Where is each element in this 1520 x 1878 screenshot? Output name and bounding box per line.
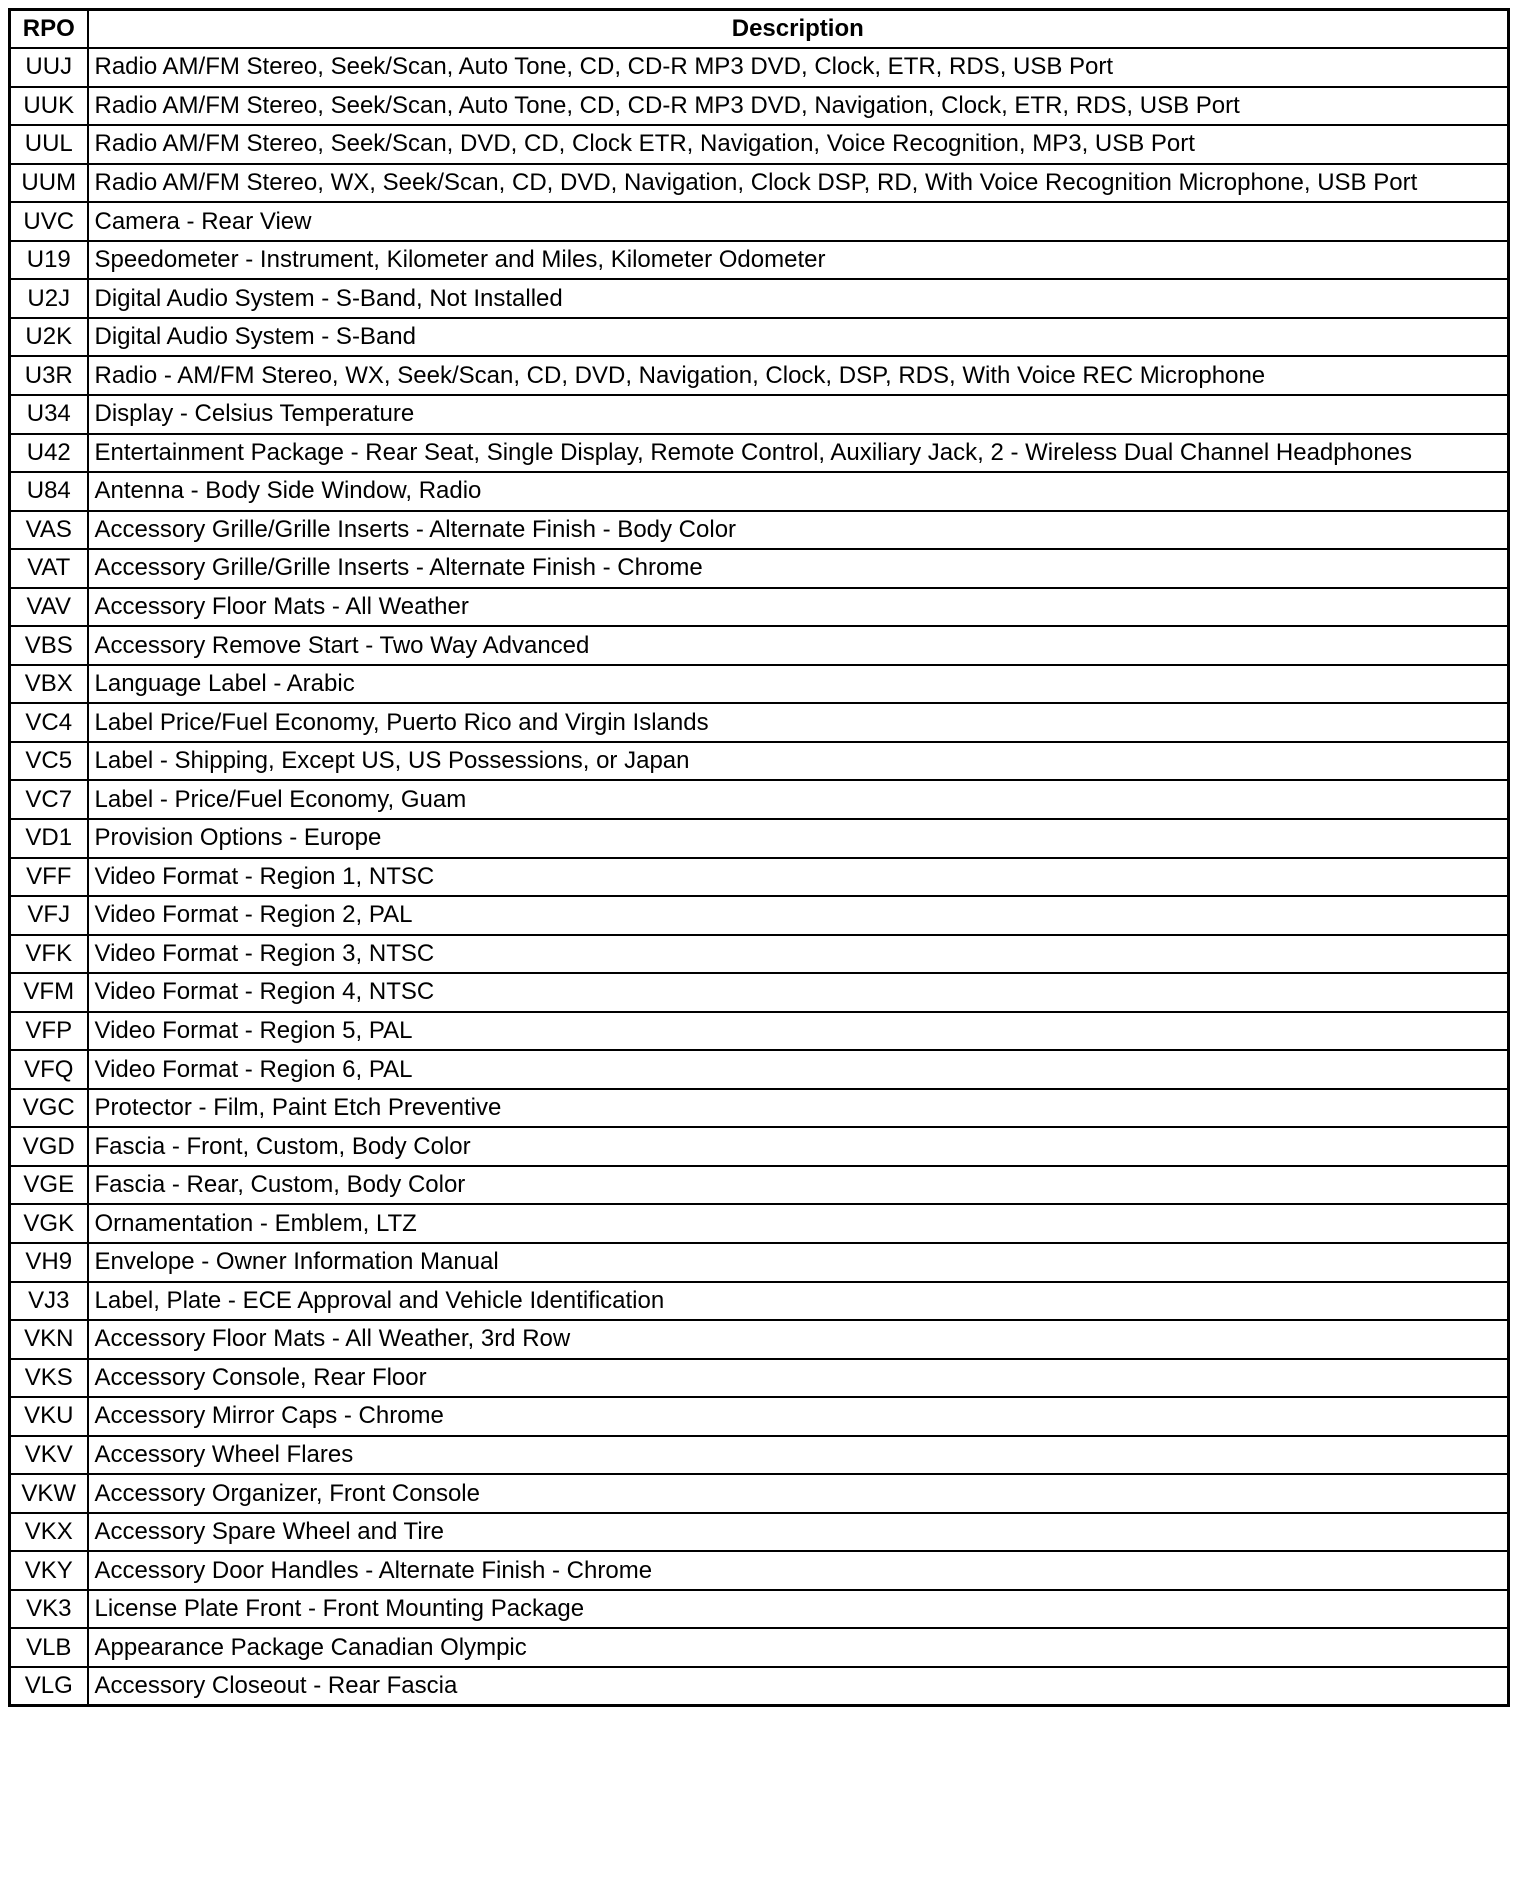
description-cell: Accessory Grille/Grille Inserts - Alternate Finish - Body Color xyxy=(88,511,1509,550)
table-row xyxy=(10,703,1509,742)
rpo-code-cell: VAT xyxy=(10,549,88,588)
table-row xyxy=(10,858,1509,897)
rpo-code-cell: VKS xyxy=(10,1359,88,1398)
table-row xyxy=(10,1359,1509,1398)
rpo-code-cell: VFP xyxy=(10,1012,88,1051)
table-row xyxy=(10,1436,1509,1475)
description-cell: Label - Shipping, Except US, US Possessions, or Japan xyxy=(88,742,1509,781)
table-row xyxy=(10,164,1509,203)
table-row xyxy=(10,1050,1509,1089)
description-cell: Camera - Rear View xyxy=(88,202,1509,241)
rpo-code-cell: VFJ xyxy=(10,896,88,935)
table-row xyxy=(10,434,1509,473)
rpo-code-cell: U19 xyxy=(10,241,88,280)
table-row xyxy=(10,1127,1509,1166)
rpo-code-cell: UVC xyxy=(10,202,88,241)
rpo-code-cell: VK3 xyxy=(10,1590,88,1629)
rpo-code-cell: VFM xyxy=(10,973,88,1012)
rpo-code-cell: VGD xyxy=(10,1127,88,1166)
rpo-code-cell: U3R xyxy=(10,356,88,395)
table-row xyxy=(10,1089,1509,1128)
description-cell: Radio - AM/FM Stereo, WX, Seek/Scan, CD, DVD, Navigation, Clock, DSP, RDS, With Voice REC Microphone xyxy=(88,356,1509,395)
description-cell: Accessory Floor Mats - All Weather xyxy=(88,588,1509,627)
description-cell: Accessory Closeout - Rear Fascia xyxy=(88,1667,1509,1706)
table-row xyxy=(10,125,1509,164)
rpo-code-cell: UUJ xyxy=(10,48,88,87)
table-row xyxy=(10,742,1509,781)
header-description: Description xyxy=(88,10,1509,49)
rpo-code-cell: VH9 xyxy=(10,1243,88,1282)
rpo-code-cell: UUM xyxy=(10,164,88,203)
rpo-code-cell: VC7 xyxy=(10,780,88,819)
rpo-code-cell: UUL xyxy=(10,125,88,164)
table-row xyxy=(10,241,1509,280)
description-cell: Appearance Package Canadian Olympic xyxy=(88,1628,1509,1667)
table-row xyxy=(10,1474,1509,1513)
table-row xyxy=(10,1628,1509,1667)
table-row xyxy=(10,1166,1509,1205)
description-cell: Label, Plate - ECE Approval and Vehicle Identification xyxy=(88,1282,1509,1321)
table-row xyxy=(10,279,1509,318)
rpo-code-cell: U42 xyxy=(10,434,88,473)
description-cell: Digital Audio System - S-Band, Not Installed xyxy=(88,279,1509,318)
rpo-code-cell: VLB xyxy=(10,1628,88,1667)
rpo-code-cell: VKV xyxy=(10,1436,88,1475)
description-cell: Antenna - Body Side Window, Radio xyxy=(88,472,1509,511)
description-cell: Accessory Organizer, Front Console xyxy=(88,1474,1509,1513)
description-cell: Envelope - Owner Information Manual xyxy=(88,1243,1509,1282)
table-row xyxy=(10,1397,1509,1436)
description-cell: Ornamentation - Emblem, LTZ xyxy=(88,1204,1509,1243)
description-cell: Digital Audio System - S-Band xyxy=(88,318,1509,357)
table-row xyxy=(10,588,1509,627)
description-cell: Protector - Film, Paint Etch Preventive xyxy=(88,1089,1509,1128)
description-cell: Accessory Grille/Grille Inserts - Alternate Finish - Chrome xyxy=(88,549,1509,588)
rpo-code-cell: VLG xyxy=(10,1667,88,1706)
rpo-code-cell: U34 xyxy=(10,395,88,434)
description-cell: Video Format - Region 6, PAL xyxy=(88,1050,1509,1089)
table-row xyxy=(10,1551,1509,1590)
description-cell: Radio AM/FM Stereo, Seek/Scan, DVD, CD, Clock ETR, Navigation, Voice Recognition, MP3, USB Port xyxy=(88,125,1509,164)
table-row xyxy=(10,1320,1509,1359)
description-cell: Fascia - Front, Custom, Body Color xyxy=(88,1127,1509,1166)
table-row xyxy=(10,819,1509,858)
table-row xyxy=(10,896,1509,935)
table-row xyxy=(10,1204,1509,1243)
description-cell: Display - Celsius Temperature xyxy=(88,395,1509,434)
rpo-code-cell: VKX xyxy=(10,1513,88,1552)
table-row xyxy=(10,935,1509,974)
description-cell: Radio AM/FM Stereo, WX, Seek/Scan, CD, DVD, Navigation, Clock DSP, RD, With Voice Recognition Microphone, USB Port xyxy=(88,164,1509,203)
table-row xyxy=(10,318,1509,357)
rpo-code-cell: VFF xyxy=(10,858,88,897)
description-cell: Video Format - Region 4, NTSC xyxy=(88,973,1509,1012)
description-cell: Label Price/Fuel Economy, Puerto Rico and Virgin Islands xyxy=(88,703,1509,742)
description-cell: Radio AM/FM Stereo, Seek/Scan, Auto Tone, CD, CD-R MP3 DVD, Clock, ETR, RDS, USB Port xyxy=(88,48,1509,87)
rpo-code-cell: VAV xyxy=(10,588,88,627)
rpo-code-cell: VC5 xyxy=(10,742,88,781)
rpo-code-cell: VGK xyxy=(10,1204,88,1243)
description-cell: Video Format - Region 3, NTSC xyxy=(88,935,1509,974)
table-row xyxy=(10,665,1509,704)
rpo-code-cell: VKW xyxy=(10,1474,88,1513)
rpo-code-cell: UUK xyxy=(10,87,88,126)
description-cell: Accessory Remove Start - Two Way Advanced xyxy=(88,626,1509,665)
table-row xyxy=(10,356,1509,395)
rpo-code-cell: VJ3 xyxy=(10,1282,88,1321)
description-cell: Speedometer - Instrument, Kilometer and Miles, Kilometer Odometer xyxy=(88,241,1509,280)
rpo-code-cell: VKY xyxy=(10,1551,88,1590)
description-cell: Accessory Door Handles - Alternate Finish - Chrome xyxy=(88,1551,1509,1590)
table-header-row xyxy=(10,10,1509,49)
table-row xyxy=(10,973,1509,1012)
rpo-code-cell: VFQ xyxy=(10,1050,88,1089)
rpo-code-cell: VFK xyxy=(10,935,88,974)
description-cell: Accessory Mirror Caps - Chrome xyxy=(88,1397,1509,1436)
description-cell: Accessory Wheel Flares xyxy=(88,1436,1509,1475)
table-row xyxy=(10,626,1509,665)
rpo-code-cell: VBX xyxy=(10,665,88,704)
table-row xyxy=(10,549,1509,588)
description-cell: Video Format - Region 2, PAL xyxy=(88,896,1509,935)
table-row xyxy=(10,1012,1509,1051)
table-row xyxy=(10,1243,1509,1282)
table-row xyxy=(10,472,1509,511)
rpo-code-cell: VGC xyxy=(10,1089,88,1128)
description-cell: License Plate Front - Front Mounting Package xyxy=(88,1590,1509,1629)
rpo-code-cell: VD1 xyxy=(10,819,88,858)
table-row xyxy=(10,202,1509,241)
rpo-code-cell: VBS xyxy=(10,626,88,665)
rpo-code-cell: VGE xyxy=(10,1166,88,1205)
rpo-code-cell: VC4 xyxy=(10,703,88,742)
rpo-code-cell: VKU xyxy=(10,1397,88,1436)
description-cell: Video Format - Region 1, NTSC xyxy=(88,858,1509,897)
description-cell: Entertainment Package - Rear Seat, Single Display, Remote Control, Auxiliary Jack, 2 - Wireless Dual Channel Headphones xyxy=(88,434,1509,473)
description-cell: Language Label - Arabic xyxy=(88,665,1509,704)
table-row xyxy=(10,1590,1509,1629)
table-row xyxy=(10,395,1509,434)
header-rpo: RPO xyxy=(10,10,88,49)
description-cell: Label - Price/Fuel Economy, Guam xyxy=(88,780,1509,819)
rpo-code-cell: U2J xyxy=(10,279,88,318)
rpo-code-cell: U84 xyxy=(10,472,88,511)
table-row xyxy=(10,48,1509,87)
description-cell: Fascia - Rear, Custom, Body Color xyxy=(88,1166,1509,1205)
table-row xyxy=(10,511,1509,550)
table-row xyxy=(10,1667,1509,1706)
table-row xyxy=(10,1513,1509,1552)
table-body xyxy=(10,48,1509,1706)
rpo-code-cell: VAS xyxy=(10,511,88,550)
table-row xyxy=(10,1282,1509,1321)
rpo-code-cell: U2K xyxy=(10,318,88,357)
description-cell: Accessory Spare Wheel and Tire xyxy=(88,1513,1509,1552)
rpo-code-cell: VKN xyxy=(10,1320,88,1359)
description-cell: Provision Options - Europe xyxy=(88,819,1509,858)
description-cell: Accessory Floor Mats - All Weather, 3rd Row xyxy=(88,1320,1509,1359)
table-row xyxy=(10,87,1509,126)
table-row xyxy=(10,780,1509,819)
description-cell: Radio AM/FM Stereo, Seek/Scan, Auto Tone, CD, CD-R MP3 DVD, Navigation, Clock, ETR, RDS, USB Port xyxy=(88,87,1509,126)
description-cell: Accessory Console, Rear Floor xyxy=(88,1359,1509,1398)
description-cell: Video Format - Region 5, PAL xyxy=(88,1012,1509,1051)
rpo-table xyxy=(8,8,1510,1707)
